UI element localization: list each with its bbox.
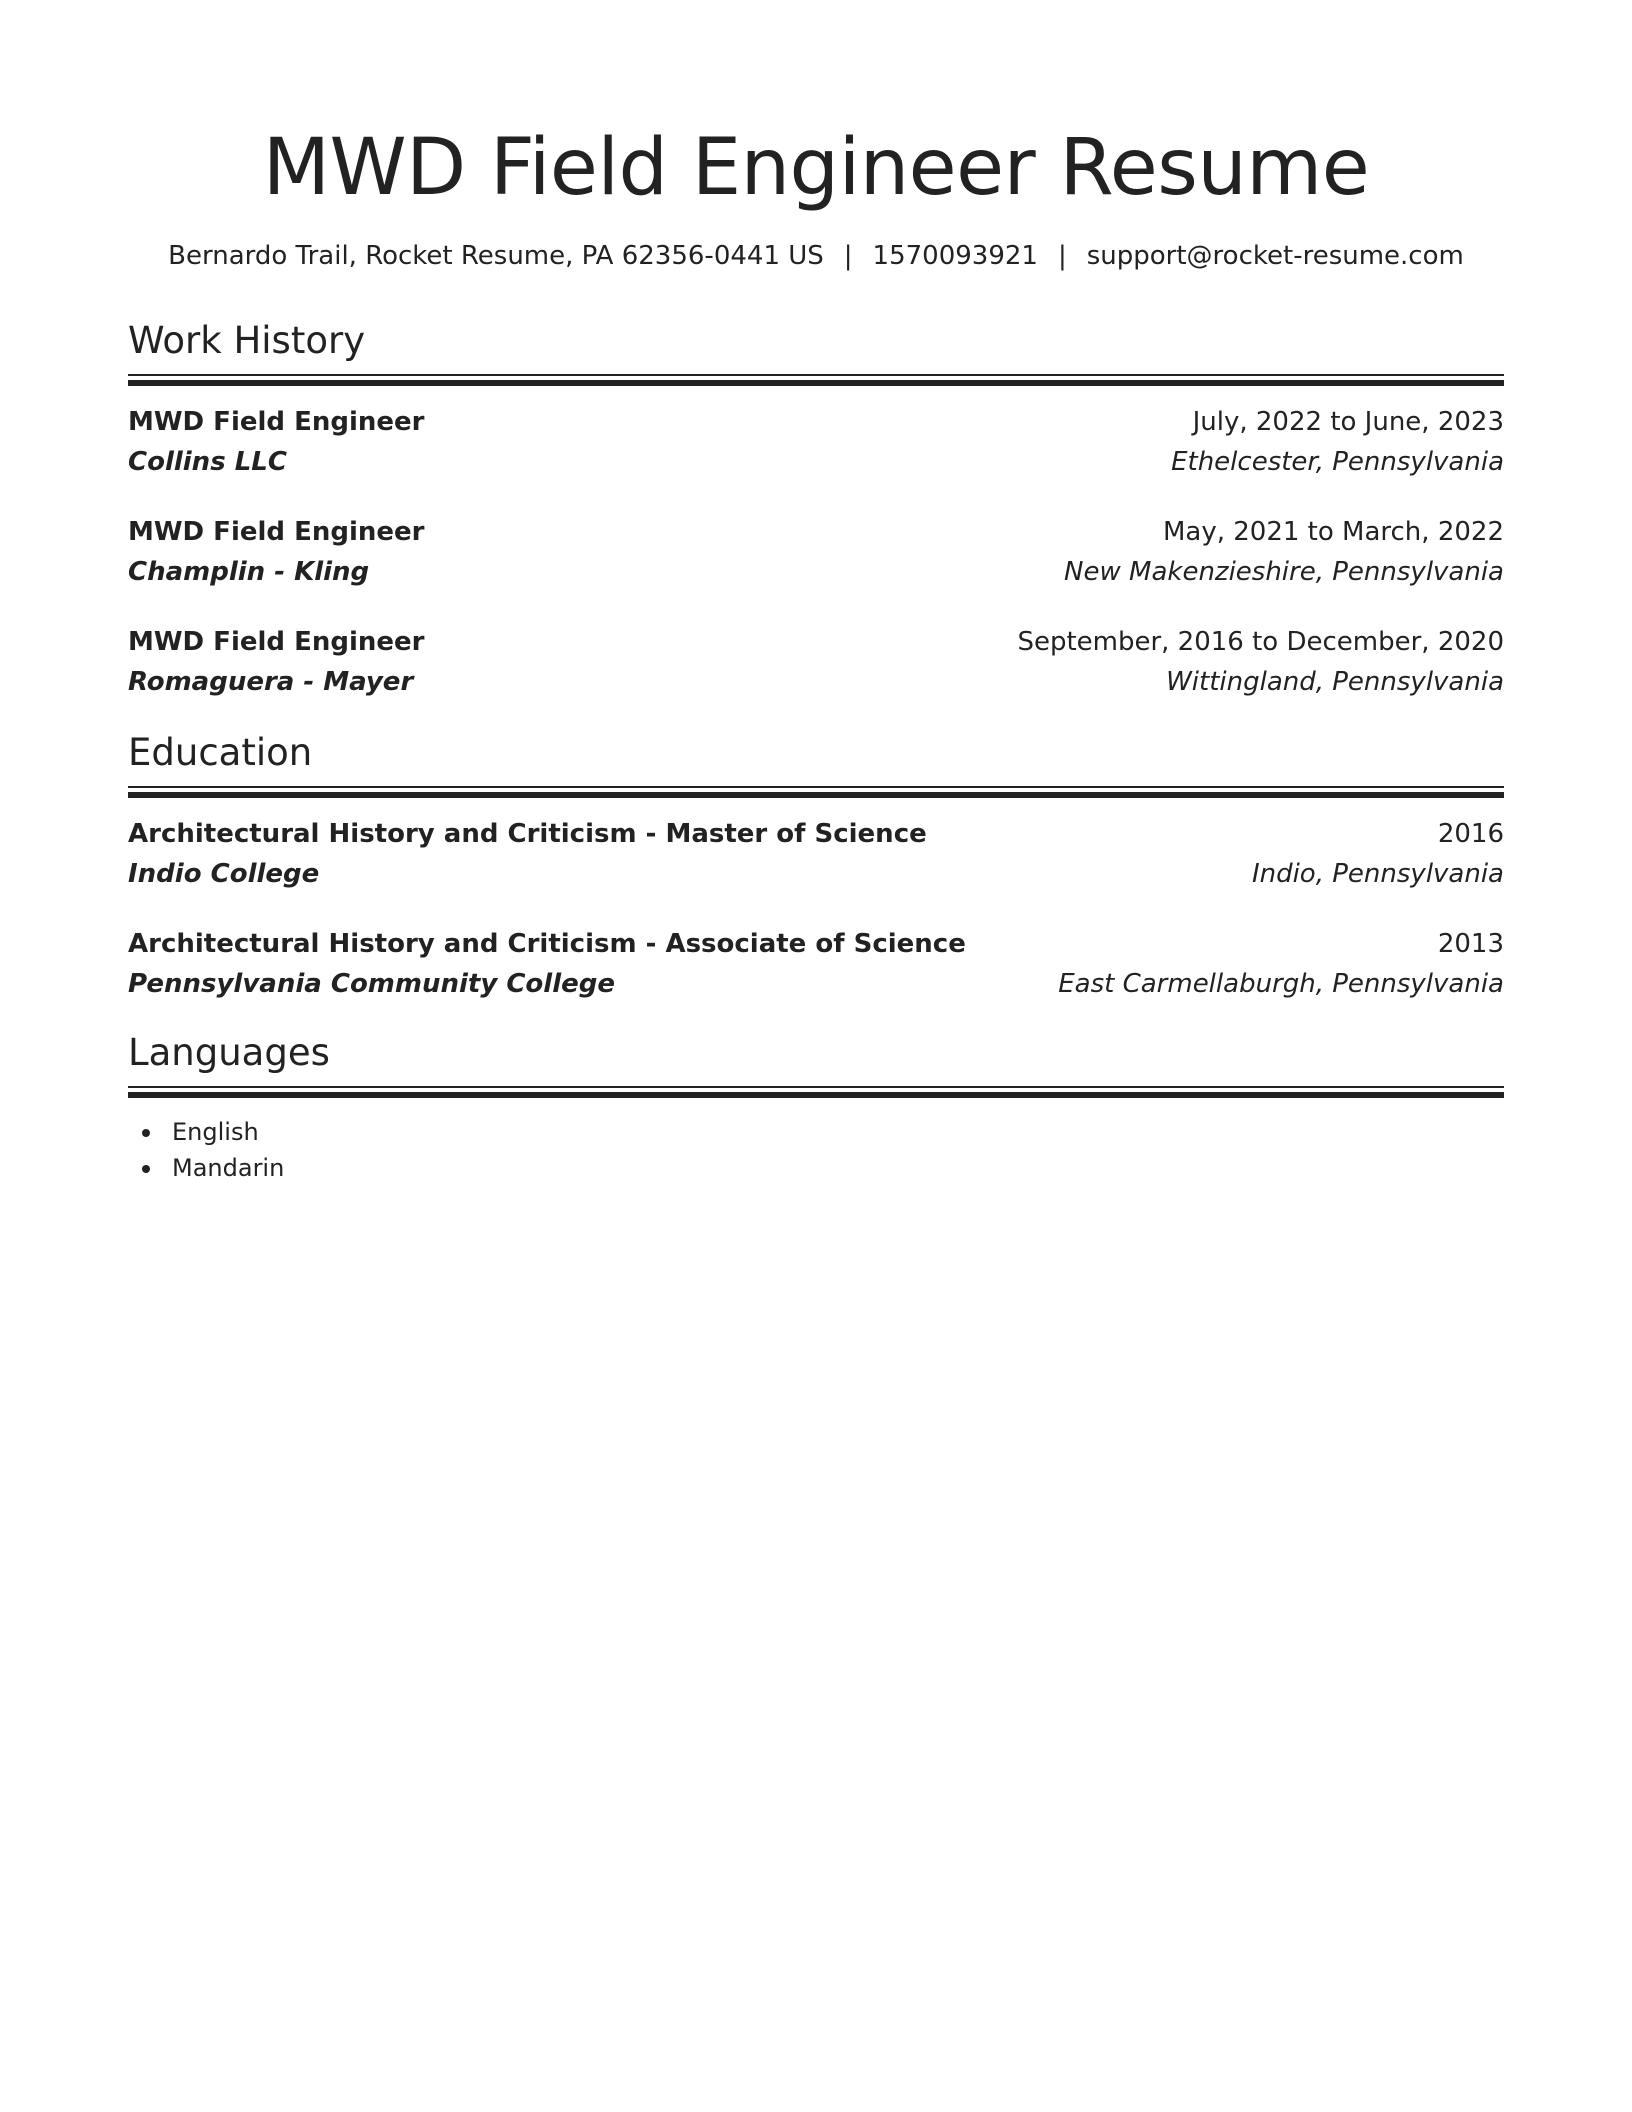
work-history-section — [128, 316, 1504, 697]
section-heading-education: Education — [128, 731, 313, 774]
contact-email[interactable]: support@rocket-resume.com — [1086, 241, 1464, 271]
contact-line — [128, 238, 1504, 274]
job-title: MWD Field Engineer — [128, 627, 425, 657]
list-item — [128, 1150, 284, 1186]
company-name: Champlin - Kling — [128, 557, 370, 587]
section-rule-thick — [128, 792, 1504, 798]
work-entry — [128, 624, 1504, 704]
company-name: Romaguera - Mayer — [128, 667, 414, 697]
contact-phone: 1570093921 — [872, 241, 1038, 271]
language-name: Mandarin — [172, 1154, 285, 1182]
education-entry — [128, 926, 1504, 1006]
job-dates: May, 2021 to March, 2022 — [1162, 517, 1504, 547]
contact-address: Bernardo Trail, Rocket Resume, PA 62356-0441 US — [168, 241, 824, 271]
job-location: Ethelcester, Pennsylvania — [1171, 447, 1504, 477]
section-rule-thin — [128, 786, 1504, 788]
language-name: English — [172, 1118, 259, 1146]
job-dates: September, 2016 to December, 2020 — [1017, 627, 1504, 657]
list-item — [128, 1114, 284, 1150]
work-entry — [128, 404, 1504, 484]
job-dates: July, 2022 to June, 2023 — [1192, 407, 1504, 437]
languages-list — [128, 1114, 284, 1186]
job-location: New Makenzieshire, Pennsylvania — [1064, 557, 1504, 587]
job-location: Wittingland, Pennsylvania — [1166, 667, 1504, 697]
graduation-year: 2016 — [1437, 819, 1504, 849]
school-location: Indio, Pennsylvania — [1251, 859, 1504, 889]
section-rule-thick — [128, 1092, 1504, 1098]
education-entry — [128, 816, 1504, 896]
contact-separator: | — [1057, 241, 1067, 271]
school-location: East Carmellaburgh, Pennsylvania — [1058, 969, 1504, 999]
education-section — [128, 728, 1504, 999]
job-title: MWD Field Engineer — [128, 517, 425, 547]
bullet-icon — [142, 1129, 150, 1137]
work-entry — [128, 514, 1504, 594]
school-name: Pennsylvania Community College — [128, 969, 615, 999]
contact-separator: | — [843, 241, 853, 271]
company-name: Collins LLC — [128, 447, 287, 477]
degree-title: Architectural History and Criticism - Master of Science — [128, 819, 927, 849]
school-name: Indio College — [128, 859, 320, 889]
page-title: MWD Field Engineer Resume — [262, 123, 1370, 213]
graduation-year: 2013 — [1437, 929, 1504, 959]
section-heading-languages: Languages — [128, 1031, 330, 1074]
job-title: MWD Field Engineer — [128, 407, 425, 437]
languages-section — [128, 1028, 1504, 1182]
section-rule-thin — [128, 374, 1504, 376]
bullet-icon — [142, 1165, 150, 1173]
degree-title: Architectural History and Criticism - Associate of Science — [128, 929, 966, 959]
section-rule-thick — [128, 380, 1504, 386]
section-heading-work-history: Work History — [128, 319, 366, 362]
section-rule-thin — [128, 1086, 1504, 1088]
